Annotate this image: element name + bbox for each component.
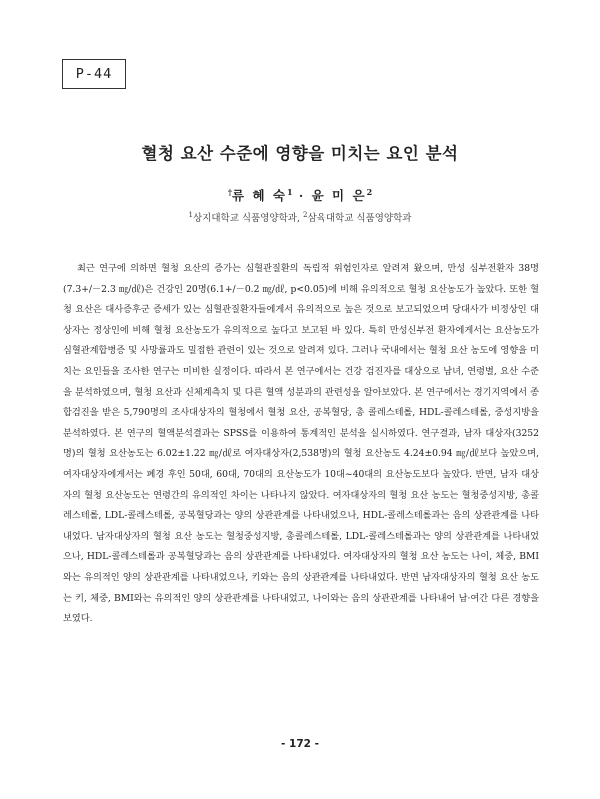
affiliation-1: 상지대학교 식품영양학과 [193, 213, 297, 224]
corresponding-author-mark: † [227, 186, 233, 197]
session-code-badge: P-44 [62, 59, 126, 89]
abstract-body: 최근 연구에 의하면 혈청 요산의 증가는 심혈관질환의 독립적 위험인자로 알려져 왔으며, 만성 심부전환자 38명(7.3+/－2.3 ㎎/㎗)은 건강인 20명(6.1+/－0.2 ㎎/㎗, p<0.05)에 비해 유의적으로 혈청 요산농도가 높았다. 또한 혈청 요산은 대사증후군 증세가 있는 심혈관질환자들에게서 유의적으로 높은 것으로 보고되었으며 당대사가 비정상인 대상자는 정상인에 비해 혈청 요산농도가 유의적으로 높다고 보고된 바 있다. 특히 만성신부전 환자에게서는 요산농도가 심혈관계합병증 및 사망률과도 밀접한 관련이 있는 것으로 알려져 있다. 그러나 국내에서는 혈청 요산 농도에 영향을 미치는 요인들을 조사한 연구는 미비한 실정이다. 따라서 본 연구에서는 건강 검진자를 대상으로 남녀, 연령별, 요산 수준을 분석하였으며, 혈청 요산과 신체계측치 및 다른 혈액 성분과의 관련성을 알아보았다. 본 연구에서는 경기지역에서 종합검진을 받은 5,790명의 조사대상자의 혈청에서 혈청 요산, 공복혈당, 총 콜레스테롤, HDL-콜레스테롤, 중성지방을 분석하였다. 본 연구의 혈액분석결과는 SPSS를 이용하여 통계적인 분석을 실시하였다. 연구결과, 남자 대상자(3252명)의 혈청 요산농도는 6.02±1.22 ㎎/㎗로 여자대상자(2,538명)의 혈청 요산농도 4.24±0.94 ㎎/㎗보다 높았으며, 여자대상자에게서는 폐경 후인 50대, 60대, 70대의 요산농도가 10대~40대의 요산농도보다 높았다. 반면, 남자 대상자의 혈청 요산농도는 연령간의 유의적인 차이는 나타나지 않았다. 여자대상자의 혈청 요산 농도는 혈청중성지방, 총콜레스테롤, LDL-콜레스테롤, 공복혈당과는 양의 상관관계를 나타내었으나, HDL-콜레스테롤과는 음의 상관관계를 나타내었다. 남자대상자의 혈청 요산 농도는 혈청중성지방, 총콜레스테롤, LDL-콜레스테롤과는 양의 상관관계를 나타내었으나, HDL-콜레스테롤과 공복혈당과는 음의 상관관계를 나타내었다. 여자대상자의 혈청 요산 농도는 나이, 체중, BMI와는 유의적인 양의 상관관계를 나타내었으나, 키와는 음의 상관관계를 나타내었다. 반면 남자대상자의 혈청 요산 농도는 키, 체중, BMI와는 유의적인 양의 상관관계를 나타내었고, 나이와는 음의 상관관계를 나타내어 남·여간 다른 경향을 보였다. [63, 263, 539, 625]
author-line [0, 186, 600, 204]
affiliation-2: 삼육대학교 식품영양학과 [307, 213, 412, 224]
affiliation-no-1: 1 [188, 210, 193, 219]
author-separator: · [298, 188, 306, 203]
author-name-1: 류 혜 숙 [232, 188, 287, 203]
author-affil-no-1: 1 [286, 186, 293, 197]
author-affil-no-2: 2 [366, 186, 373, 197]
author-name-2: 윤 미 은 [311, 188, 367, 203]
article-title: 혈청 요산 수준에 영향을 미치는 요인 분석 [141, 144, 459, 163]
affiliation-line [0, 210, 600, 224]
page-number: - 172 - [281, 738, 319, 750]
affiliation-no-2: 2 [303, 210, 308, 219]
affiliation-separator: , [296, 213, 300, 224]
